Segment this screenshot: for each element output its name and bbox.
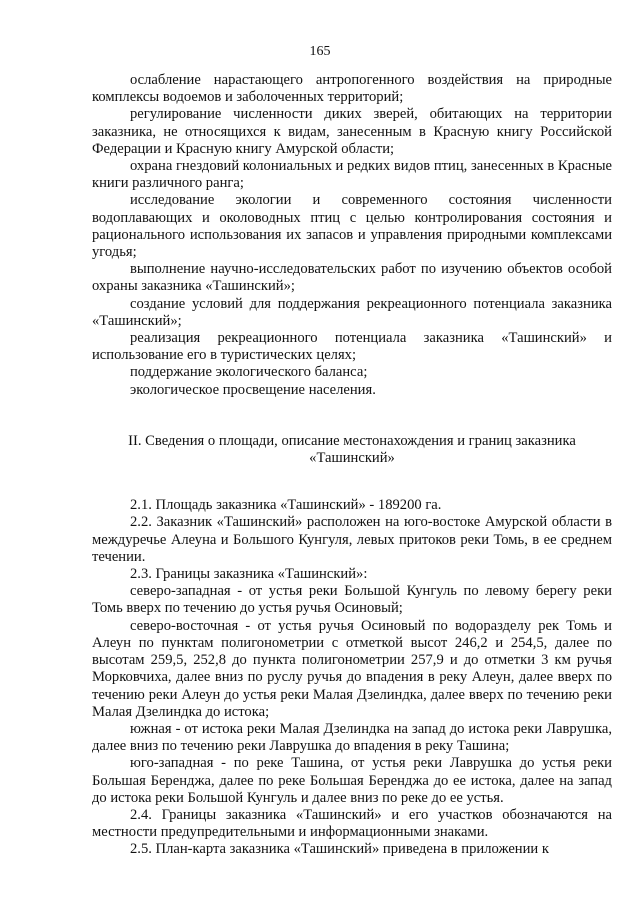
list-item: реализация рекреационного потенциала заказника «Ташинский» и использование его в туристических целях;	[92, 330, 612, 364]
paragraph: северо-восточная - от устья ручья Осиновый по водоразделу рек Томь и Алеун по пунктам полигонометрии с отметкой высот 246,2 и 254,5, далее по высотам 259,5, 252,8 до пункта полигонометрии 257,9 и до отметки 3 км ручья Морковчиха, далее вниз по руслу ручья до впадения в реку Алеун, далее вверх по течению реки Алеун до устья реки Малая Дзелиндка, далее вверх по течению реки Малая Дзелиндка до истока;	[92, 617, 612, 720]
list-item: выполнение научно-исследовательских работ по изучению объектов особой охраны заказника «Ташинский»;	[92, 261, 612, 295]
paragraph: 2.5. План-карта заказника «Ташинский» приведена в приложении к	[130, 841, 549, 858]
section-heading-line: II. Сведения о площади, описание местонахождения и границ заказника	[128, 432, 576, 449]
paragraph: северо-западная - от устья реки Большой Кунгуль по левому берегу реки Томь вверх по течению до устья ручья Осиновый;	[92, 583, 612, 617]
page-number: 165	[309, 44, 331, 59]
paragraph: 2.4. Границы заказника «Ташинский» и его участков обозначаются на местности предупредительными и информационными знаками.	[92, 806, 612, 841]
list-item: ослабление нарастающего антропогенного воздействия на природные комплексы водоемов и заболоченных территорий;	[92, 72, 612, 106]
list-item: создание условий для поддержания рекреационного потенциала заказника «Ташинский»;	[92, 295, 612, 329]
paragraph: 2.3. Границы заказника «Ташинский»:	[130, 566, 368, 583]
list-item: регулирование численности диких зверей, обитающих на территории заказника, не относящихся к видам, занесенным в Красную книгу Российской Федерации и Красную книгу Амурской области;	[92, 106, 612, 157]
list-item: охрана гнездовий колониальных и редких видов птиц, занесенных в Красные книги различного ранга;	[92, 158, 612, 192]
paragraph: 2.1. Площадь заказника «Ташинский» - 189200 га.	[130, 497, 442, 514]
section-heading-line: «Ташинский»	[309, 450, 395, 467]
body-text	[92, 72, 612, 859]
paragraph: южная - от истока реки Малая Дзелиндка на запад до истока реки Лаврушка, далее вниз по течению реки Лаврушка до впадения в реку Ташина;	[92, 720, 612, 755]
list-item: исследование экологии и современного состояния численности водоплавающих и околоводных птиц с целью контролирования состояния и рационального использования их запасов и управления природными комплексами угодья;	[92, 192, 612, 261]
paragraph: юго-западная - по реке Ташина, от устья реки Лаврушка до устья реки Большая Беренджа, далее по реке Большая Беренджа до ее истока, далее на запад до истока реки Большой Кунгуль и далее вниз по реке до ее устья.	[92, 755, 612, 806]
section-heading	[92, 433, 612, 467]
paragraph: 2.2. Заказник «Ташинский» расположен на юго-востоке Амурской области в междуречье Алеуна и Большого Кунгуля, левых притоков реки Томь, в ее среднем течении.	[92, 514, 612, 565]
list-item: экологическое просвещение населения.	[130, 381, 376, 398]
list-item: поддержание экологического баланса;	[130, 364, 368, 381]
